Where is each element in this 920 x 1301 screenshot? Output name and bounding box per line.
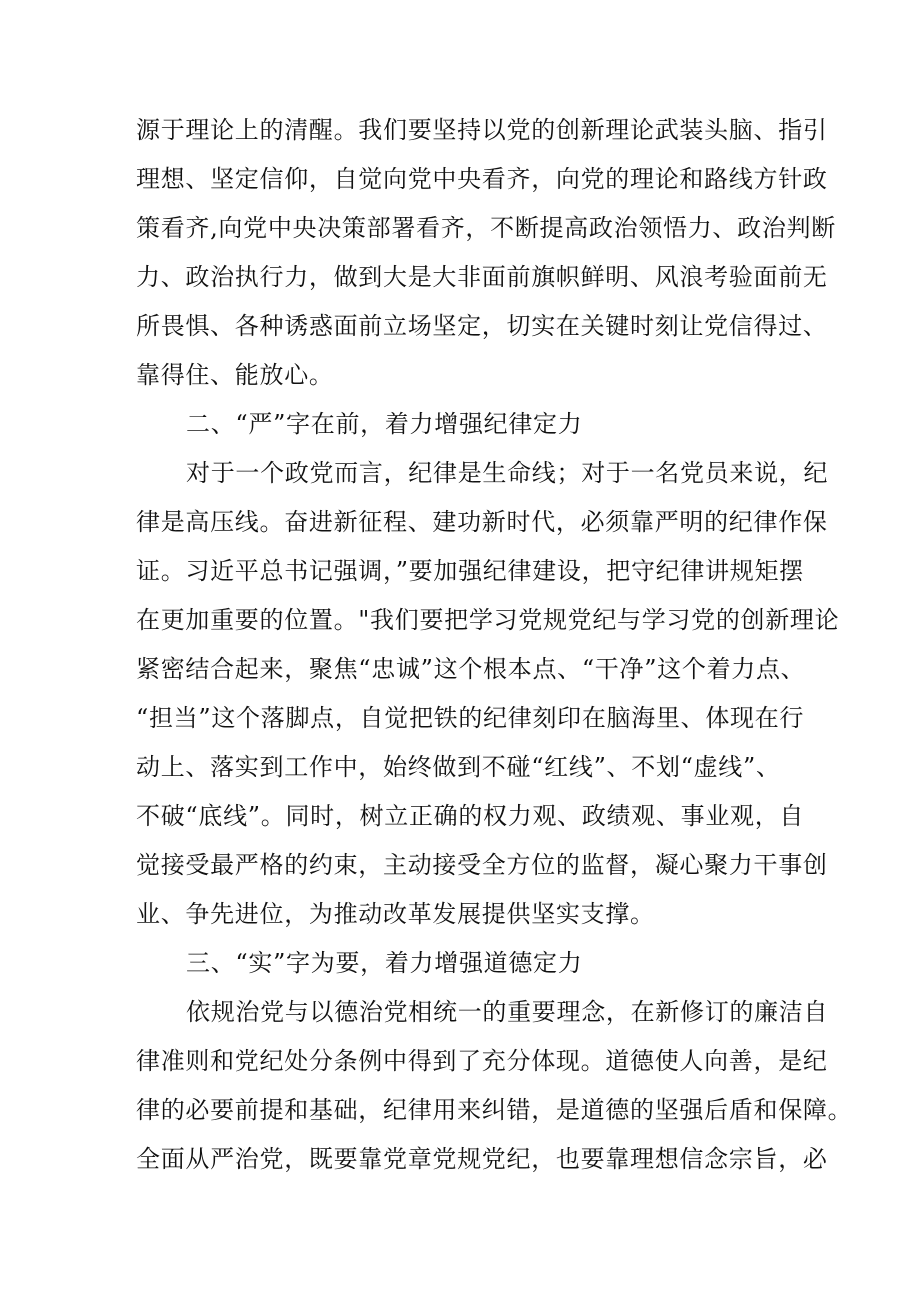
text-line: 力、政治执行力，做到大是大非面前旗帜鲜明、风浪考验面前无 xyxy=(136,263,828,291)
section-heading: 三、“实”字为要，着力增强道德定力 xyxy=(186,949,583,977)
text-line: 律的必要前提和基础，纪律用来纠错，是道德的坚强后盾和保障。 xyxy=(136,1096,853,1124)
text-line: 律准则和党纪处分条例中得到了充分体现。道德使人向善，是纪 xyxy=(136,1047,828,1075)
text-line: 不破“底线”。同时，树立正确的权力观、政绩观、事业观，自 xyxy=(136,802,805,830)
section-heading: 二、“严”字在前，着力增强纪律定力 xyxy=(186,410,583,438)
text-line: 觉接受最严格的约束，主动接受全方位的监督，凝心聚力干事创 xyxy=(136,851,828,879)
text-line: “担当”这个落脚点，自觉把铁的纪律刻印在脑海里、体现在行 xyxy=(136,704,805,732)
text-line: 动上、落实到工作中，始终做到不碰“红线”、不划“虚线”、 xyxy=(136,753,781,781)
text-line: 证。习近平总书记强调，”要加强纪律建设，把守纪律讲规矩摆 xyxy=(136,557,804,585)
text-line: 紧密结合起来，聚焦“忠诚”这个根本点、“干净”这个着力点、 xyxy=(136,655,806,683)
text-line: 源于理论上的清醒。我们要坚持以党的创新理论武装头脑、指引 xyxy=(136,116,828,144)
text-line: 策看齐,向党中央决策部署看齐，不断提高政治领悟力、政治判断 xyxy=(136,214,836,242)
text-line: 依规治党与以德治党相统一的重要理念，在新修订的廉洁自 xyxy=(186,998,829,1026)
text-line: 对于一个政党而言，纪律是生命线；对于一名党员来说，纪 xyxy=(186,459,829,487)
text-line: 律是高压线。奋进新征程、建功新时代，必须靠严明的纪律作保 xyxy=(136,508,828,536)
text-line: 所畏惧、各种诱惑面前立场坚定，切实在关键时刻让党信得过、 xyxy=(136,312,828,340)
text-line: 靠得住、能放心。 xyxy=(136,361,334,389)
text-line: 在更加重要的位置。"我们要把学习党规党纪与学习党的创新理论 xyxy=(136,606,840,634)
text-line: 理想、坚定信仰，自觉向党中央看齐，向党的理论和路线方针政 xyxy=(136,165,828,193)
text-line: 业、争先进位，为推动改革发展提供坚实支撑。 xyxy=(136,900,655,928)
text-line: 全面从严治党，既要靠党章党规党纪，也要靠理想信念宗旨，必 xyxy=(136,1145,828,1173)
